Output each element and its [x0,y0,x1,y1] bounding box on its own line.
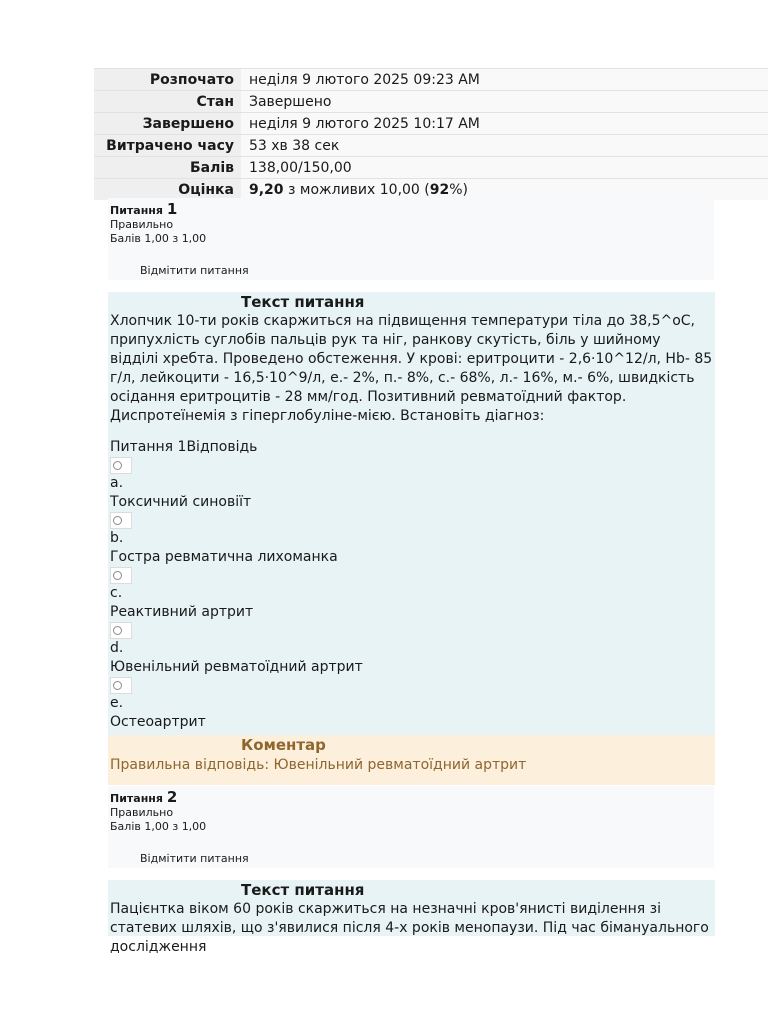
radio-circle-icon [113,571,122,580]
option-letter: a. [110,475,124,491]
option-text[interactable]: Токсичний синовіїт [110,494,252,510]
summary-row-started [94,69,768,91]
question-text-heading: Текст питання [241,293,365,311]
question-text-heading: Текст питання [241,881,365,899]
summary-label: Розпочато [94,69,241,91]
radio-circle-icon [113,681,122,690]
question-info [108,786,714,868]
question-mark: Балів 1,00 з 1,00 [110,820,207,833]
summary-row-marks [94,157,768,179]
question-prefix: Питання [110,204,163,217]
summary-label: Стан [94,91,241,113]
answer-radio-c[interactable] [110,567,132,584]
feedback-text: Правильна відповідь: Ювенільний ревматоїдний артрит [110,757,527,773]
answer-radio-d[interactable] [110,622,132,639]
option-letter: e. [110,695,124,711]
flag-question-link[interactable]: Відмітити питання [140,264,249,277]
question-number [110,790,712,806]
option-text[interactable]: Ювенільний ревматоїдний артрит [110,659,363,675]
summary-value: 138,00/150,00 [241,157,768,179]
answer-radio-b[interactable] [110,512,132,529]
flag-question-link[interactable]: Відмітити питання [140,852,249,865]
answer-radio-a[interactable] [110,457,132,474]
question-number-value: 1 [166,200,178,218]
option-letter: d. [110,640,124,656]
attempt-summary-table [94,68,768,200]
question-text: Пацієнтка віком 60 років скаржиться на незначні кров'янисті виділення зі статевих шляхів, що з'явилися після 4-х років менопаузи. Під час бімануального дослідження [110,901,709,955]
summary-row-time-taken [94,135,768,157]
option-text[interactable]: Остеоартрит [110,714,206,730]
answer-label: Питання 1Відповідь [110,439,258,455]
summary-label: Балів [94,157,241,179]
option-text[interactable]: Реактивний артрит [110,604,254,620]
question-number-value: 2 [166,788,178,806]
question-text: Хлопчик 10-ти років скаржиться на підвищення температури тіла до 38,5^оС, припухлість суглобів пальців рук та ніг, ранкову скутість, біль у шийному відділі хребта. Проведено обстеження. У крові: еритроцити - 2,6·10^12/л, Hb- 85 г/л, лейкоцити - 16,5·10^9/л, е.- 2%, п.- 8%, с.- 68%, л.- 16%, м.- 6%, швидкість осідання еритроцитів - 28 мм/год. Позитивний ревматоїдний фактор. Диспротеїнемія з гіперглобуліне-мією. Встановіть діагноз: [110,313,713,424]
summary-row-completed [94,113,768,135]
summary-value [241,179,768,201]
feedback-heading: Коментар [241,736,326,754]
summary-value: 53 хв 38 сек [241,135,768,157]
summary-value: неділя 9 лютого 2025 10:17 AM [241,113,768,135]
question-prefix: Питання [110,792,163,805]
summary-label: Витрачено часу [94,135,241,157]
radio-circle-icon [113,516,122,525]
summary-row-state [94,91,768,113]
summary-label: Оцінка [94,179,241,201]
grade-percent: 92 [429,181,450,198]
answer-radio-e[interactable] [110,677,132,694]
question-state: Правильно [110,218,174,231]
option-letter: b. [110,530,124,546]
summary-row-grade [94,179,768,201]
option-text[interactable]: Гостра ревматична лихоманка [110,549,338,565]
question-state: Правильно [110,806,174,819]
radio-circle-icon [113,626,122,635]
question-info [108,198,714,280]
grade-text-mid: з можливих 10,00 ( [283,181,430,198]
question-content [108,292,715,735]
question-content [108,880,715,955]
summary-value: Завершено [241,91,768,113]
summary-label: Завершено [94,113,241,135]
option-letter: c. [110,585,123,601]
question-mark: Балів 1,00 з 1,00 [110,232,207,245]
question-feedback [108,735,715,785]
grade-text-end: %) [449,181,469,198]
question-number [110,202,712,218]
radio-circle-icon [113,461,122,470]
grade-score: 9,20 [249,181,284,198]
summary-value: неділя 9 лютого 2025 09:23 AM [241,69,768,91]
